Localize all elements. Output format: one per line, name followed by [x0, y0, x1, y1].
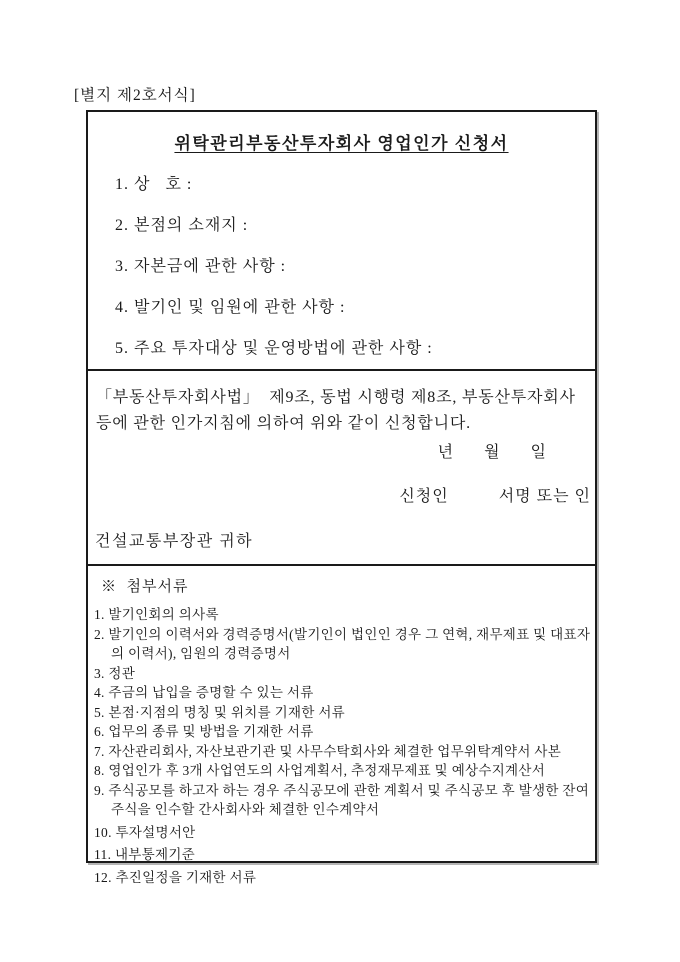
section-divider	[88, 369, 595, 371]
attachment-item: 8. 영업인가 후 3개 사업연도의 사업계획서, 추정재무제표 및 예상수지계산서	[94, 763, 546, 778]
attachment-item: 1. 발기인회의 의사록	[94, 607, 219, 622]
addressee: 건설교통부장관 귀하	[95, 533, 254, 550]
attachment-item: 7. 자산관리회사, 자산보관기관 및 사무수탁회사와 체결한 업무위탁계약서 사본	[94, 743, 562, 759]
declaration-text: 「부동산투자회사법」 제9조, 동법 시행령 제8조, 부동산투자회사등에 관한 인가지침에 의하여 위와 같이 신청합니다.	[96, 389, 576, 432]
field-head-office-address: 2. 본점의 소재지 :	[115, 217, 249, 234]
applicant-line	[88, 470, 595, 524]
application-form-box	[86, 110, 597, 885]
form-fields	[115, 176, 595, 358]
attachments-list	[94, 605, 591, 887]
date-line: 년 월 일	[437, 444, 547, 461]
signature-label: 서명 또는 인	[498, 488, 591, 505]
field-capital: 3. 자본금에 관한 사항 :	[115, 258, 287, 275]
attachment-item: 11. 내부통제기준	[94, 847, 195, 862]
form-title: 위탁관리부동산투자회사 영업인가 신청서	[174, 134, 509, 153]
field-company-name: 1. 상 호 :	[115, 176, 193, 193]
attachments-header: ※ 첨부서류	[101, 579, 189, 595]
applicant-label: 신청인	[399, 488, 449, 505]
attachment-item: 6. 업무의 종류 및 방법을 기재한 서류	[94, 724, 314, 739]
attachment-item: 12. 추진일정을 기재한 서류	[94, 869, 257, 885]
attachment-item: 9. 주식공모를 하고자 하는 경우 주식공모에 관한 계획서 및 주식공모 후 발생한 잔여 주식을 인수할 간사회사와 체결한 인수계약서	[94, 782, 593, 817]
attachment-item: 10. 투자설명서안	[94, 824, 196, 840]
attachment-item: 5. 본점·지점의 명칭 및 위치를 기재한 서류	[94, 704, 346, 720]
section-divider	[88, 564, 595, 566]
field-investment-targets: 5. 주요 투자대상 및 운영방법에 관한 사항 :	[115, 340, 433, 357]
attachment-item: 4. 주금의 납입을 증명할 수 있는 서류	[94, 685, 314, 700]
attachment-item: 3. 정관	[94, 665, 136, 681]
attachment-item: 2. 발기인의 이력서와 경력증명서(발기인이 법인인 경우 그 연혁, 재무제표 및 대표자의 이력서), 임원의 경력증명서	[94, 626, 591, 661]
field-promoters-officers: 4. 발기인 및 임원에 관한 사항 :	[115, 299, 346, 316]
form-number-label: [별지 제2호서식]	[74, 87, 196, 104]
